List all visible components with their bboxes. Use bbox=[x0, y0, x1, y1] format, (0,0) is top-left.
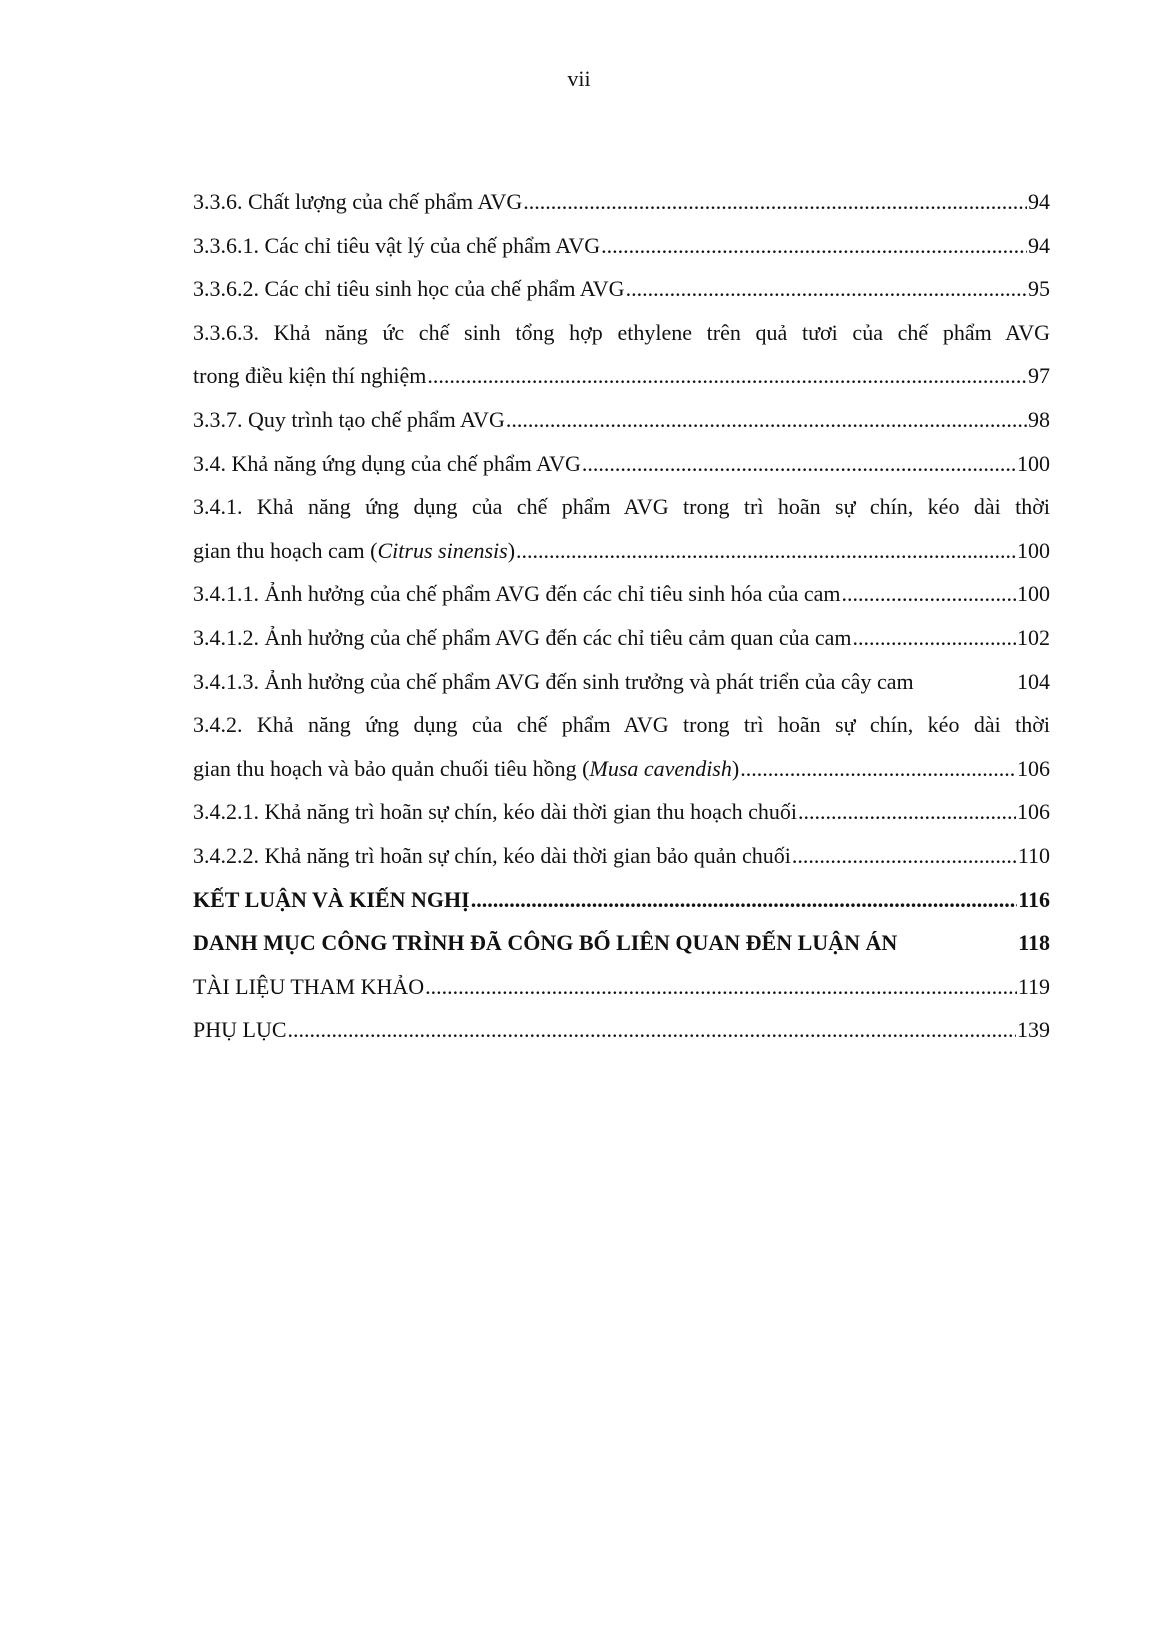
toc-entry-appendix[interactable] bbox=[193, 1008, 1050, 1052]
toc-entry[interactable] bbox=[193, 442, 1050, 486]
toc-entry[interactable] bbox=[193, 398, 1050, 442]
toc-entry[interactable] bbox=[193, 703, 1050, 790]
scientific-name: Musa cavendish bbox=[589, 755, 732, 781]
toc-entry-title: 3.3.6.1. Các chỉ tiêu vật lý của chế phẩm AVG bbox=[193, 232, 601, 258]
toc-entry-conclusion[interactable] bbox=[193, 878, 1050, 922]
table-of-contents bbox=[193, 180, 1050, 1052]
toc-entry-title-continued: gian thu hoạch và bảo quản chuối tiêu hồng (Musa cavendish) bbox=[193, 755, 740, 781]
toc-entry[interactable] bbox=[193, 572, 1050, 616]
toc-page-number: 100 bbox=[1017, 581, 1050, 607]
toc-entry[interactable] bbox=[193, 267, 1050, 311]
toc-page-number: 106 bbox=[1017, 755, 1050, 781]
toc-entry-title: KẾT LUẬN VÀ KIẾN NGHỊ bbox=[193, 886, 470, 912]
dot-leader bbox=[601, 224, 1027, 268]
toc-page-number: 106 bbox=[1017, 799, 1050, 825]
toc-entry-title: 3.3.6.2. Các chỉ tiêu sinh học của chế phẩm AVG bbox=[193, 276, 625, 302]
toc-entry-title: 3.4.2. Khả năng ứng dụng của chế phẩm AVG trong trì hoãn sự chín, kéo dài thời bbox=[193, 712, 1050, 738]
toc-entry-title-continued: trong điều kiện thí nghiệm bbox=[193, 363, 427, 389]
toc-entry[interactable] bbox=[193, 485, 1050, 572]
toc-page-number: 94 bbox=[1028, 232, 1050, 258]
toc-page-number: 116 bbox=[1018, 886, 1050, 912]
toc-entry-title: 3.4.1. Khả năng ứng dụng của chế phẩm AVG trong trì hoãn sự chín, kéo dài thời bbox=[193, 494, 1050, 520]
toc-page-number: 94 bbox=[1028, 189, 1050, 214]
dot-leader bbox=[740, 747, 1016, 791]
toc-entry-title: DANH MỤC CÔNG TRÌNH ĐÃ CÔNG BỐ LIÊN QUAN ĐẾN LUẬN ÁN bbox=[193, 930, 898, 956]
toc-entry-publications[interactable] bbox=[193, 921, 1050, 965]
toc-entry[interactable] bbox=[193, 224, 1050, 268]
toc-entry-title: 3.4.2.1. Khả năng trì hoãn sự chín, kéo dài thời gian thu hoạch chuối bbox=[193, 799, 797, 825]
toc-entry-title: 3.4. Khả năng ứng dụng của chế phẩm AVG bbox=[193, 450, 581, 476]
toc-page-number: 97 bbox=[1028, 363, 1050, 389]
toc-entry-references[interactable] bbox=[193, 965, 1050, 1009]
dot-leader bbox=[516, 529, 1016, 573]
toc-page-number: 100 bbox=[1017, 450, 1050, 476]
toc-entry-title-continued: gian thu hoạch cam (Citrus sinensis) bbox=[193, 537, 516, 563]
toc-entry[interactable] bbox=[193, 790, 1050, 834]
dot-leader bbox=[471, 878, 1018, 922]
toc-entry-title: 3.3.6. Chất lượng của chế phẩm AVG bbox=[193, 189, 523, 214]
dot-leader bbox=[792, 834, 1017, 878]
dot-leader bbox=[523, 180, 1027, 224]
dot-leader bbox=[582, 442, 1016, 486]
dot-leader bbox=[425, 965, 1017, 1009]
dot-leader bbox=[427, 354, 1027, 398]
toc-page-number: 95 bbox=[1028, 276, 1050, 302]
toc-entry-title: 3.3.7. Quy trình tạo chế phẩm AVG bbox=[193, 406, 505, 432]
toc-entry-title: 3.4.1.3. Ảnh hưởng của chế phẩm AVG đến sinh trưởng và phát triển của cây cam bbox=[193, 668, 914, 694]
dot-leader bbox=[288, 1008, 1016, 1052]
dot-leader bbox=[853, 616, 1017, 660]
dot-leader bbox=[798, 790, 1016, 834]
dot-leader bbox=[626, 267, 1027, 311]
toc-page-number: 102 bbox=[1017, 624, 1050, 650]
toc-entry-title: 3.4.1.1. Ảnh hưởng của chế phẩm AVG đến các chỉ tiêu sinh hóa của cam bbox=[193, 581, 841, 607]
toc-entry[interactable] bbox=[193, 660, 1050, 704]
toc-page-number: 118 bbox=[1018, 930, 1050, 956]
toc-page-number: 104 bbox=[1017, 668, 1050, 694]
toc-entry[interactable] bbox=[193, 180, 1050, 224]
toc-entry[interactable] bbox=[193, 311, 1050, 398]
toc-entry-title: TÀI LIỆU THAM KHẢO bbox=[193, 973, 425, 999]
toc-page-number: 100 bbox=[1017, 537, 1050, 563]
scientific-name: Citrus sinensis bbox=[377, 537, 508, 563]
toc-page-number: 139 bbox=[1017, 1017, 1050, 1043]
toc-entry[interactable] bbox=[193, 616, 1050, 660]
toc-page-number: 110 bbox=[1017, 842, 1050, 868]
toc-page-number: 98 bbox=[1028, 406, 1050, 432]
toc-page-number: 119 bbox=[1017, 973, 1050, 999]
toc-entry-title: PHỤ LỤC bbox=[193, 1017, 287, 1043]
page-number: vii bbox=[567, 66, 591, 91]
toc-entry[interactable] bbox=[193, 834, 1050, 878]
toc-entry-title: 3.4.1.2. Ảnh hưởng của chế phẩm AVG đến các chỉ tiêu cảm quan của cam bbox=[193, 624, 852, 650]
dot-leader bbox=[506, 398, 1027, 442]
toc-entry-title: 3.4.2.2. Khả năng trì hoãn sự chín, kéo dài thời gian bảo quản chuối bbox=[193, 842, 791, 868]
dot-leader bbox=[842, 572, 1016, 616]
toc-entry-title: 3.3.6.3. Khả năng ức chế sinh tổng hợp ethylene trên quả tươi của chế phẩm AVG bbox=[193, 319, 1050, 345]
